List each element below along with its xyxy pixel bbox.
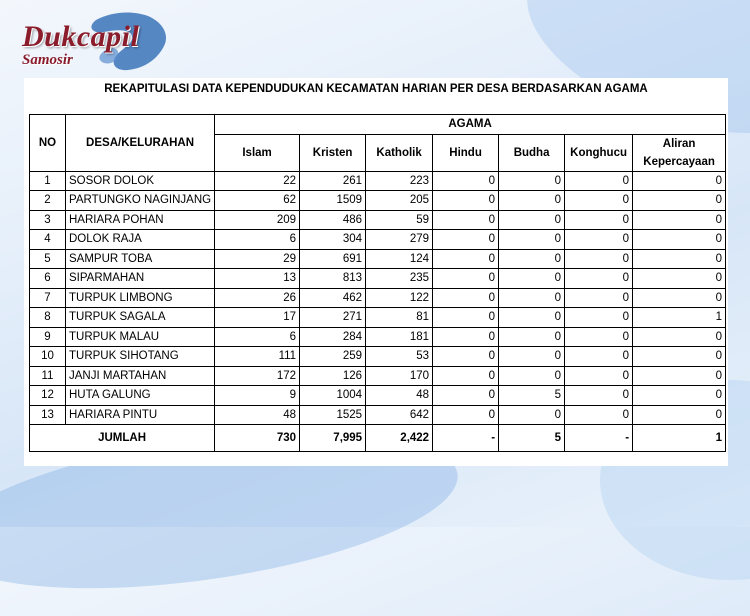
header-konghucu: Konghucu [565,134,633,171]
header-katholik: Katholik [366,134,433,171]
cell-islam: 29 [215,249,300,269]
cell-hindu: 0 [433,288,499,308]
cell-aliran: 0 [633,347,726,367]
cell-aliran: 0 [633,327,726,347]
total-islam: 730 [215,425,300,452]
cell-budha: 0 [499,405,565,425]
cell-aliran: 0 [633,269,726,289]
cell-no: 10 [30,347,66,367]
cell-no: 4 [30,230,66,250]
table-row [30,366,726,386]
cell-hindu: 0 [433,230,499,250]
total-kristen: 7,995 [300,425,366,452]
cell-desa: TURPUK MALAU [66,327,215,347]
cell-desa: PARTUNGKO NAGINJANG [66,191,215,211]
cell-hindu: 0 [433,405,499,425]
header-no: NO [30,115,66,172]
cell-hindu: 0 [433,210,499,230]
cell-katholik: 53 [366,347,433,367]
cell-hindu: 0 [433,191,499,211]
cell-konghucu: 0 [565,405,633,425]
cell-budha: 0 [499,249,565,269]
cell-budha: 0 [499,191,565,211]
cell-kristen: 1525 [300,405,366,425]
total-konghucu: - [565,425,633,452]
cell-hindu: 0 [433,327,499,347]
cell-konghucu: 0 [565,191,633,211]
cell-desa: JANJI MARTAHAN [66,366,215,386]
cell-hindu: 0 [433,347,499,367]
cell-kristen: 462 [300,288,366,308]
cell-desa: SAMPUR TOBA [66,249,215,269]
table-row [30,327,726,347]
table-row [30,191,726,211]
cell-katholik: 170 [366,366,433,386]
cell-konghucu: 0 [565,327,633,347]
cell-islam: 26 [215,288,300,308]
table-row [30,171,726,191]
cell-no: 3 [30,210,66,230]
cell-islam: 22 [215,171,300,191]
cell-desa: DOLOK RAJA [66,230,215,250]
cell-islam: 13 [215,269,300,289]
cell-hindu: 0 [433,308,499,328]
cell-budha: 0 [499,288,565,308]
dukcapil-logo [14,8,174,76]
religion-data-table [29,114,726,452]
cell-aliran: 0 [633,191,726,211]
cell-desa: HUTA GALUNG [66,386,215,406]
header-aliran-kepercayaan [633,134,726,171]
cell-budha: 0 [499,171,565,191]
cell-aliran: 0 [633,366,726,386]
cell-konghucu: 0 [565,288,633,308]
cell-konghucu: 0 [565,249,633,269]
header-budha: Budha [499,134,565,171]
cell-kristen: 261 [300,171,366,191]
cell-katholik: 124 [366,249,433,269]
cell-hindu: 0 [433,171,499,191]
cell-desa: TURPUK LIMBONG [66,288,215,308]
cell-budha: 0 [499,269,565,289]
table-row [30,308,726,328]
cell-islam: 6 [215,327,300,347]
cell-no: 13 [30,405,66,425]
cell-no: 7 [30,288,66,308]
cell-katholik: 223 [366,171,433,191]
cell-hindu: 0 [433,366,499,386]
cell-kristen: 486 [300,210,366,230]
cell-kristen: 813 [300,269,366,289]
cell-no: 12 [30,386,66,406]
table-row [30,347,726,367]
cell-budha: 5 [499,386,565,406]
cell-islam: 172 [215,366,300,386]
total-aliran: 1 [633,425,726,452]
cell-katholik: 642 [366,405,433,425]
cell-aliran: 1 [633,308,726,328]
cell-hindu: 0 [433,386,499,406]
cell-katholik: 235 [366,269,433,289]
total-row [30,425,726,452]
cell-katholik: 279 [366,230,433,250]
cell-kristen: 271 [300,308,366,328]
header-hindu: Hindu [433,134,499,171]
cell-islam: 111 [215,347,300,367]
cell-konghucu: 0 [565,308,633,328]
cell-katholik: 205 [366,191,433,211]
header-aliran-line1: Aliran [662,137,696,150]
table-row [30,288,726,308]
cell-konghucu: 0 [565,347,633,367]
table-row [30,405,726,425]
cell-katholik: 81 [366,308,433,328]
cell-budha: 0 [499,230,565,250]
cell-kristen: 126 [300,366,366,386]
cell-desa: SOSOR DOLOK [66,171,215,191]
header-islam: Islam [215,134,300,171]
logo-sub-text: Samosir [22,52,73,68]
cell-aliran: 0 [633,386,726,406]
cell-no: 11 [30,366,66,386]
cell-no: 1 [30,171,66,191]
cell-desa: HARIARA PINTU [66,405,215,425]
header-kristen: Kristen [300,134,366,171]
cell-desa: TURPUK SAGALA [66,308,215,328]
cell-islam: 209 [215,210,300,230]
cell-desa: TURPUK SIHOTANG [66,347,215,367]
cell-konghucu: 0 [565,269,633,289]
cell-konghucu: 0 [565,230,633,250]
table-row [30,230,726,250]
cell-no: 6 [30,269,66,289]
cell-desa: HARIARA POHAN [66,210,215,230]
cell-konghucu: 0 [565,171,633,191]
cell-aliran: 0 [633,405,726,425]
cell-kristen: 259 [300,347,366,367]
cell-kristen: 284 [300,327,366,347]
total-hindu: - [433,425,499,452]
report-title: REKAPITULASI DATA KEPENDUDUKAN KECAMATAN HARIAN PER DESA BERDASARKAN AGAMA [104,83,648,95]
cell-katholik: 122 [366,288,433,308]
cell-islam: 6 [215,230,300,250]
cell-no: 9 [30,327,66,347]
table-row [30,269,726,289]
cell-aliran: 0 [633,249,726,269]
cell-katholik: 181 [366,327,433,347]
cell-konghucu: 0 [565,366,633,386]
cell-aliran: 0 [633,288,726,308]
cell-no: 2 [30,191,66,211]
cell-aliran: 0 [633,230,726,250]
total-katholik: 2,422 [366,425,433,452]
cell-budha: 0 [499,308,565,328]
cell-kristen: 304 [300,230,366,250]
table-row [30,210,726,230]
cell-konghucu: 0 [565,210,633,230]
cell-aliran: 0 [633,210,726,230]
cell-budha: 0 [499,210,565,230]
cell-islam: 9 [215,386,300,406]
cell-no: 8 [30,308,66,328]
cell-konghucu: 0 [565,386,633,406]
header-desa: DESA/KELURAHAN [66,115,215,172]
cell-katholik: 48 [366,386,433,406]
header-aliran-line2: Kepercayaan [643,155,715,168]
logo-main-text: Dukcapil [22,20,140,53]
cell-no: 5 [30,249,66,269]
cell-kristen: 1509 [300,191,366,211]
cell-budha: 0 [499,327,565,347]
header-agama: AGAMA [215,115,726,135]
cell-hindu: 0 [433,269,499,289]
cell-katholik: 59 [366,210,433,230]
total-label: JUMLAH [30,425,215,452]
cell-hindu: 0 [433,249,499,269]
total-budha: 5 [499,425,565,452]
cell-islam: 48 [215,405,300,425]
cell-budha: 0 [499,366,565,386]
cell-kristen: 691 [300,249,366,269]
report-sheet [24,78,728,466]
cell-desa: SIPARMAHAN [66,269,215,289]
cell-budha: 0 [499,347,565,367]
cell-islam: 62 [215,191,300,211]
cell-aliran: 0 [633,171,726,191]
cell-islam: 17 [215,308,300,328]
table-row [30,249,726,269]
table-row [30,386,726,406]
cell-kristen: 1004 [300,386,366,406]
